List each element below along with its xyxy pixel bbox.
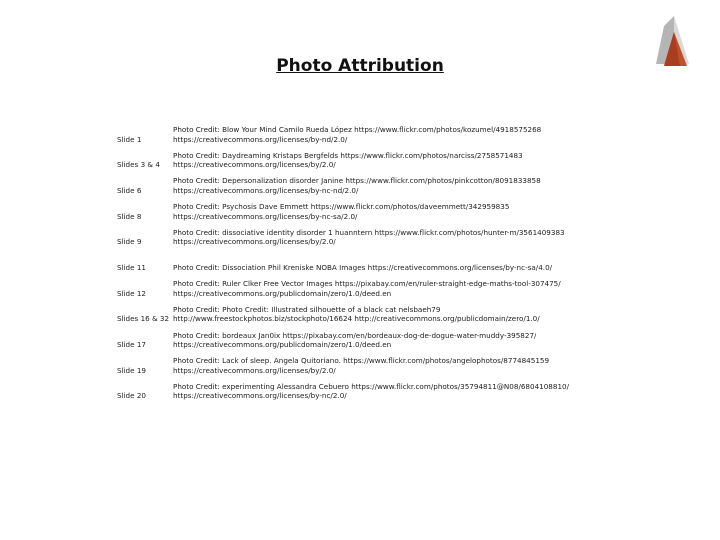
credit-line: Photo Credit: Blow Your Mind Camilo Rueda López https://www.flickr.com/photos/kozumel/4918575268 <box>173 125 542 134</box>
credit-line: https://creativecommons.org/publicdomain/zero/1.0/deed.en <box>173 340 392 350</box>
credit-line: Photo Credit: Daydreaming Kristaps Bergfelds https://www.flickr.com/photos/narciss/2758571483 <box>173 150 523 160</box>
attribution-row <box>117 382 717 408</box>
photo-credit <box>173 228 565 247</box>
attribution-row <box>117 331 717 357</box>
slide-label: Slide 1 <box>117 134 142 144</box>
credit-line: https://creativecommons.org/publicdomain/zero/1.0/deed.en <box>173 288 392 298</box>
photo-credit <box>173 151 523 170</box>
photo-credit <box>173 253 552 272</box>
credit-line: Photo Credit: dissociative identity disorder 1 huanntern https://www.flickr.com/photos/hunter-m/3561409383 <box>173 227 565 237</box>
page-title: Photo Attribution <box>276 56 444 76</box>
attribution-row <box>117 176 717 202</box>
photo-credit <box>173 382 569 401</box>
photo-credit <box>173 331 536 350</box>
credit-line: Photo Credit: bordeaux Jan0ix https://pixabay.com/en/bordeaux-dog-de-dogue-water-muddy-395827/ <box>173 330 537 340</box>
slide-label: Slides 3 & 4 <box>117 160 160 170</box>
photo-credit <box>173 279 561 298</box>
slide-label: Slide 20 <box>117 391 146 401</box>
slide-label: Slide 6 <box>117 185 142 195</box>
attribution-row <box>117 202 717 228</box>
attribution-row <box>117 125 717 151</box>
credit-line: http://www.freestockphotos.biz/stockphoto/16624 http://creativecommons.org/publicdomain/zero/1.0/ <box>173 314 540 324</box>
credit-line: https://creativecommons.org/licenses/by/2.0/ <box>173 160 336 170</box>
attribution-row <box>117 305 717 331</box>
photo-credit <box>173 125 541 144</box>
photo-credit <box>173 202 509 221</box>
credit-line: Photo Credit: Psychosis Dave Emmett https://www.flickr.com/photos/daveemmett/342959835 <box>173 202 510 212</box>
slide-label: Slide 11 <box>117 263 146 273</box>
credit-line: Photo Credit: Dissociation Phil Kreniske NOBA Images https://creativecommons.org/licenses/by-nc-sa/4.0/ <box>173 263 553 273</box>
credit-line: https://creativecommons.org/licenses/by-nc-sa/2.0/ <box>173 211 358 221</box>
attribution-row <box>117 356 717 382</box>
attribution-row <box>117 279 717 305</box>
photo-credit <box>173 176 541 195</box>
credit-line: Photo Credit: Depersonalization disorder Janine https://www.flickr.com/photos/pinkcotton/8091833858 <box>173 176 541 186</box>
credit-line: Photo Credit: Photo Credit: Illustrated silhouette of a black cat nelsbaeh79 <box>173 304 441 314</box>
attribution-list <box>117 125 717 408</box>
credit-line: Photo Credit: Ruler Clker Free Vector Images https://pixabay.com/en/ruler-straight-edge-maths-tool-307475/ <box>173 279 561 289</box>
slide-label: Slides 16 & 32 <box>117 314 170 324</box>
photo-credit <box>173 305 540 324</box>
credit-line: Photo Credit: experimenting Alessandra Cebuero https://www.flickr.com/photos/35794811@N08/6804108810/ <box>173 381 570 391</box>
slide-label: Slide 9 <box>117 237 142 247</box>
credit-line: https://creativecommons.org/licenses/by-nc-nd/2.0/ <box>173 185 359 195</box>
slide-label: Slide 17 <box>117 340 146 350</box>
credit-line: https://creativecommons.org/licenses/by/2.0/ <box>173 237 336 247</box>
attribution-row <box>117 228 717 254</box>
credit-line: https://creativecommons.org/licenses/by-nc/2.0/ <box>173 391 347 401</box>
photo-credit <box>173 356 549 375</box>
credit-line: https://creativecommons.org/licenses/by-nd/2.0/ <box>173 134 348 144</box>
credit-line: Photo Credit: Lack of sleep. Angela Quitoriano. https://www.flickr.com/photos/angelophotos/8774845159 <box>173 356 550 366</box>
credit-line: https://creativecommons.org/licenses/by/2.0/ <box>173 365 336 375</box>
attribution-row <box>117 151 717 177</box>
attribution-row <box>117 253 717 279</box>
slide-label: Slide 19 <box>117 365 146 375</box>
slide-label: Slide 8 <box>117 211 142 221</box>
slide-label: Slide 12 <box>117 288 146 298</box>
